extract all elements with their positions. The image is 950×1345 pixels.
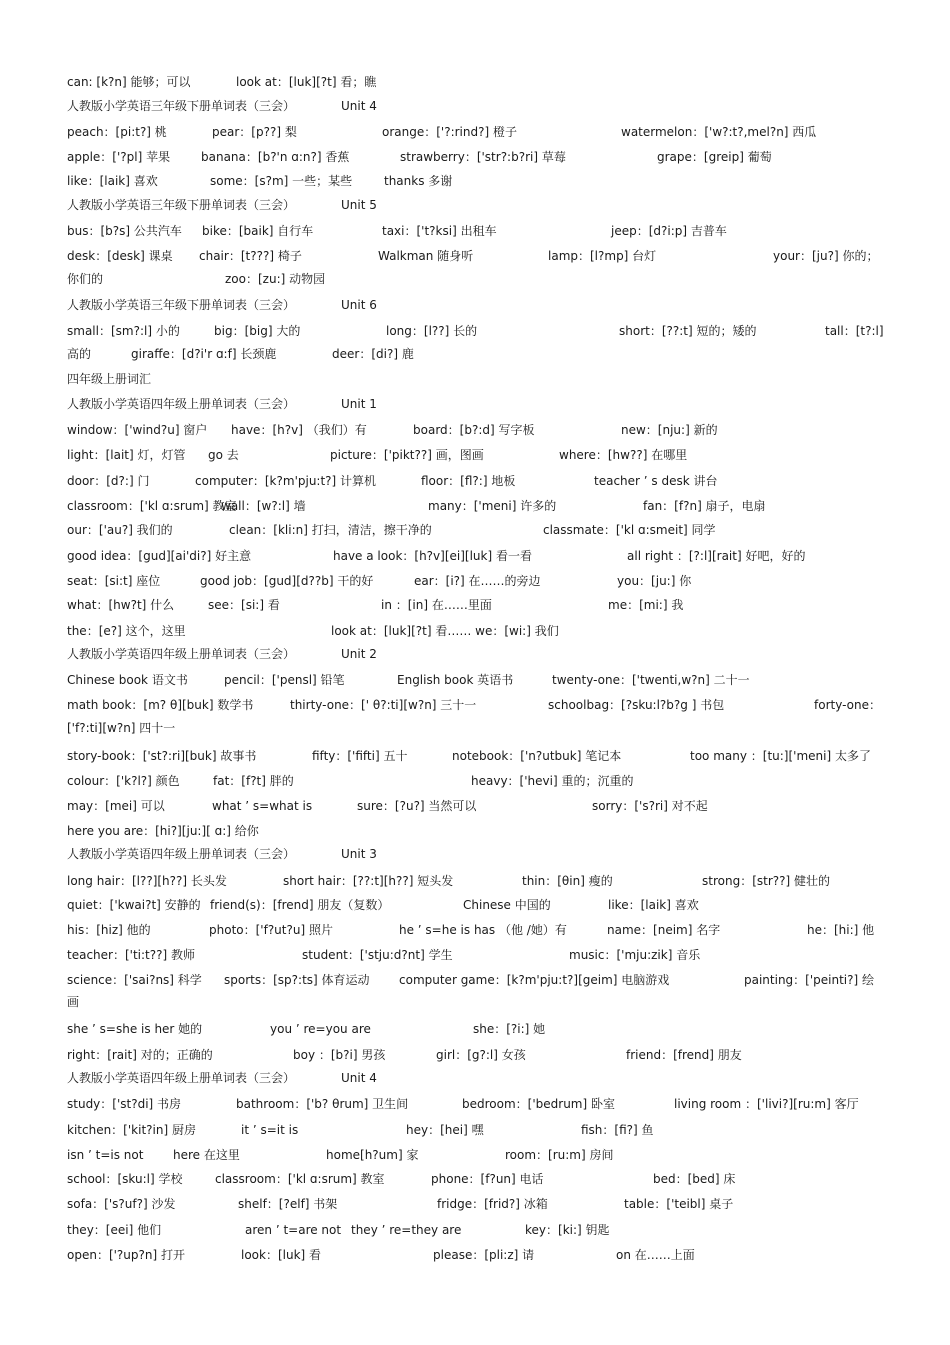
vocab-entry: room：[ru:m] 房间 [505,1148,614,1162]
vocab-line [67,870,887,892]
vocab-line [67,343,887,365]
vocab-entry: jeep：[d?i:p] 吉普车 [611,224,727,238]
vocab-entry: floor：[fl?:] 地板 [421,474,516,488]
vocab-entry: Unit 2 [341,647,377,661]
vocab-entry: Unit 1 [341,397,377,411]
vocab-entry: you ’ re=you are [270,1022,371,1036]
vocab-entry: small：[sm?:l] 小的 [67,324,180,338]
vocab-line [67,1093,887,1115]
vocab-entry: all right ：[?:l][rait] 好吧，好的 [627,549,806,563]
vocab-line [67,991,887,1013]
vocab-line [67,268,887,290]
vocab-entry: she ’ s=she is her 她的 [67,1022,203,1036]
vocab-entry: classroom：['kl ɑ:srum] 教室 [215,1172,385,1186]
vocab-entry: what ’ s=what is [212,799,313,813]
vocab-line [67,470,887,492]
vocab-entry: Chinese book 语文书 [67,673,188,687]
vocab-entry: look at：[luk][?t] 看；瞧 [236,75,377,89]
vocab-entry: thin：[θin] 瘦的 [522,874,613,888]
vocab-entry: window：['wind?u] 窗户 [67,423,208,437]
vocab-entry: like：[laik] 喜欢 [608,898,699,912]
vocab-entry: it ’ s=it is [241,1123,299,1137]
vocab-entry: good idea：[gud][ai'di?] 好主意 [67,549,252,563]
vocab-entry: clean：[kli:n] 打扫，清洁，擦干净的 [229,523,432,537]
vocab-entry: teacher：['ti:t??] 教师 [67,948,195,962]
vocab-line [67,620,887,642]
vocab-entry: 人教版小学英语四年级上册单词表（三会） [67,847,296,861]
vocab-line [67,894,887,916]
vocab-entry: new：[nju:] 新的 [621,423,718,437]
vocab-entry: where：[hw??] 在哪里 [559,448,688,462]
vocab-entry: strong：[str??] 健壮的 [702,874,830,888]
vocab-line [67,1018,887,1040]
vocab-entry: many：['meni] 许多的 [428,499,557,513]
vocab-line [67,1144,887,1166]
vocab-entry: fan：[f?n] 扇子，电扇 [643,499,766,513]
vocab-entry: story-book：['st?:ri][buk] 故事书 [67,749,257,763]
vocab-entry: like：[laik] 喜欢 [67,174,158,188]
vocab-entry: classroom：['kl ɑ:srum] 教室 [67,499,237,513]
vocab-line [67,495,887,517]
vocab-entry: he ’ s=he is has （他 /她）有 [399,923,567,937]
vocab-line [67,944,887,966]
vocab-entry: girl：[g?:l] 女孩 [436,1048,526,1062]
vocab-entry: door：[d?:] 门 [67,474,150,488]
vocab-entry: name：[neim] 名字 [607,923,721,937]
vocab-entry: wall：[w?:l] 墙 [221,499,306,513]
vocab-entry: study：['st?di] 书房 [67,1097,182,1111]
vocab-entry: classmate：['kl ɑ:smeit] 同学 [543,523,716,537]
vocab-entry: zoo：[zu:] 动物园 [225,272,326,286]
vocab-entry: notebook：['n?utbuk] 笔记本 [452,749,622,763]
vocab-line [67,121,887,143]
vocab-entry: have：[h?v] （我们）有 [231,423,367,437]
vocab-line [67,969,887,991]
vocab-entry: 人教版小学英语三年级下册单词表（三会） [67,99,296,113]
vocab-entry: what：[hw?t] 什么 [67,598,175,612]
vocab-entry: light：[lait] 灯，灯管 [67,448,186,462]
vocab-entry: bedroom：['bedrum] 卧室 [462,1097,615,1111]
vocab-entry: computer：[k?m'pju:t?] 计算机 [195,474,377,488]
vocab-entry: fifty：['fifti] 五十 [312,749,408,763]
vocab-line [67,146,887,168]
vocab-line [67,393,887,415]
vocab-entry: ear：[i?] 在……的旁边 [414,574,541,588]
vocab-entry: good job：[gud][d??b] 干的好 [200,574,374,588]
vocab-line [67,320,887,342]
vocab-entry: pencil：['pensl] 铅笔 [224,673,345,687]
vocab-line [67,1119,887,1141]
vocab-line [67,1067,887,1089]
vocab-entry: student：['stju:d?nt] 学生 [302,948,453,962]
vocab-entry: go 去 [208,448,239,462]
vocab-entry: grape：[greip] 葡萄 [657,150,772,164]
vocab-entry: orange：['?:rind?] 橙子 [382,125,517,139]
vocab-entry: picture：['pikt??] 画，图画 [330,448,484,462]
vocab-entry: 人教版小学英语三年级下册单词表（三会） [67,298,296,312]
vocab-entry: English book 英语书 [397,673,514,687]
vocab-entry: schoolbag：[?sku:l?b?g ] 书包 [548,698,725,712]
vocab-entry: big：[big] 大的 [214,324,301,338]
vocab-entry: strawberry：['str?:b?ri] 草莓 [400,150,566,164]
vocab-line [67,444,887,466]
vocab-entry: apple：['?pl] 苹果 [67,150,171,164]
vocab-entry: on 在……上面 [616,1248,695,1262]
vocab-entry: giraffe：[d?i'r ɑ:f] 长颈鹿 [131,347,277,361]
vocab-entry: chair：[t???] 椅子 [199,249,302,263]
vocab-entry: can: [k?n] 能够；可以 [67,75,191,89]
vocab-entry: friend：[frend] 朋友 [626,1048,742,1062]
vocab-line [67,545,887,567]
vocab-entry: some：[s?m] 一些；某些 [210,174,353,188]
vocab-entry: Unit 5 [341,198,377,212]
vocab-entry: 人教版小学英语四年级上册单词表（三会） [67,647,296,661]
vocab-entry: boy ：[b?i] 男孩 [293,1048,386,1062]
vocab-entry: short：[??:t] 短的；矮的 [619,324,757,338]
vocab-line [67,71,887,93]
vocab-line [67,170,887,192]
vocab-entry: banana：[b?'n ɑ:n?] 香蕉 [201,150,350,164]
vocab-entry: 人教版小学英语四年级上册单词表（三会） [67,397,296,411]
vocab-entry: ['f?:ti][w?n] 四十一 [67,721,176,735]
vocab-line [67,419,887,441]
vocab-line [67,368,887,390]
vocab-entry: pear：[p??] 梨 [212,125,297,139]
vocab-entry: may：[mei] 可以 [67,799,165,813]
vocab-entry: school：[sku:l] 学校 [67,1172,183,1186]
vocab-line [67,1193,887,1215]
vocab-line [67,694,887,716]
vocab-entry: me：[mi:] 我 [608,598,684,612]
vocab-line [67,570,887,592]
vocab-entry: 人教版小学英语四年级上册单词表（三会） [67,1071,296,1085]
vocab-entry: 人教版小学英语三年级下册单词表（三会） [67,198,296,212]
vocab-entry: key：[ki:] 钥匙 [525,1223,610,1237]
vocab-line [67,294,887,316]
vocab-entry: aren ’ t=are not [245,1223,342,1237]
vocab-entry: 画 [67,995,80,1009]
vocab-entry: have a look：[h?v][ei][luk] 看一看 [333,549,532,563]
vocab-line [67,669,887,691]
vocab-entry: his：[hiz] 他的 [67,923,151,937]
vocab-entry: shelf：[?elf] 书架 [238,1197,338,1211]
vocab-entry: open：['?up?n] 打开 [67,1248,185,1262]
vocab-entry: phone：[f?un] 电话 [431,1172,544,1186]
vocab-entry: taxi：['t?ksi] 出租车 [382,224,497,238]
vocab-entry: short hair：[??:t][h??] 短头发 [283,874,454,888]
vocab-line [67,1168,887,1190]
vocab-entry: isn ’ t=is not [67,1148,144,1162]
vocab-entry: 四年级上册词汇 [67,372,152,386]
vocab-entry: see：[si:] 看 [208,598,280,612]
vocab-entry: look：[luk] 看 [241,1248,322,1262]
vocab-line [67,717,887,739]
vocab-entry: hey：[hei] 嘿 [406,1123,484,1137]
vocab-entry: she：[?i:] 她 [473,1022,546,1036]
vocab-line [67,770,887,792]
vocab-entry: fish：[fi?] 鱼 [581,1123,654,1137]
vocab-entry: board：[b?:d] 写字板 [413,423,535,437]
vocab-entry: sure：[?u?] 当然可以 [357,799,477,813]
vocab-entry: music：['mju:zik] 音乐 [569,948,701,962]
vocab-entry: here 在这里 [173,1148,240,1162]
vocab-entry: Unit 3 [341,847,377,861]
vocab-entry: home[h?um] 家 [326,1148,419,1162]
vocab-entry: quiet：['kwai?t] 安静的 [67,898,201,912]
vocab-line [67,519,887,541]
vocab-line [67,820,887,842]
vocab-entry: sorry：['s?ri] 对不起 [592,799,708,813]
vocab-entry: sofa：['s?uf?] 沙发 [67,1197,176,1211]
vocab-line [67,594,887,616]
vocab-entry: here you are：[hi?][ju:][ ɑ:] 给你 [67,824,259,838]
vocab-line [67,795,887,817]
vocab-line [67,220,887,242]
vocab-line [67,1044,887,1066]
vocab-entry: the：[e?] 这个，这里 [67,624,186,638]
vocab-entry: bike：[baik] 自行车 [202,224,314,238]
vocab-line [67,745,887,767]
vocab-entry: lamp：[l?mp] 台灯 [548,249,657,263]
vocab-entry: teacher ’ s desk 讲台 [594,474,718,488]
vocab-line [67,843,887,865]
vocab-entry: watermelon：['w?:t?,mel?n] 西瓜 [621,125,817,139]
vocab-entry: he：[hi:] 他 [807,923,875,937]
vocab-entry: right：[rait] 对的；正确的 [67,1048,213,1062]
vocab-entry: math book：[m? θ][buk] 数学书 [67,698,254,712]
vocab-line [67,194,887,216]
vocab-entry: computer game：[k?m'pju:t?][geim] 电脑游戏 [399,973,670,987]
vocab-entry: science：['sai?ns] 科学 [67,973,202,987]
vocab-entry: 高的 [67,347,92,361]
vocab-entry: heavy：['hevi] 重的；沉重的 [471,774,634,788]
vocab-line [67,1219,887,1241]
vocab-entry: living room ：['livi?][ru:m] 客厅 [674,1097,859,1111]
vocab-entry: they：[eei] 他们 [67,1223,162,1237]
vocab-entry: Unit 4 [341,1071,377,1085]
vocab-entry: look at：[luk][?t] 看…… we：[wi:] 我们 [331,624,559,638]
vocab-entry: painting：['peinti?] 绘 [744,973,874,987]
vocab-entry: colour：['k?l?] 颜色 [67,774,180,788]
vocab-entry: twenty-one：['twenti,w?n] 二十一 [552,673,750,687]
vocab-entry: friend(s)：[frend] 朋友（复数） [210,898,390,912]
vocab-entry: desk：[desk] 课桌 [67,249,173,263]
vocab-entry: Unit 6 [341,298,377,312]
vocab-entry: please：[pli:z] 请 [433,1248,535,1262]
vocab-entry: fridge：[frid?] 冰箱 [437,1197,548,1211]
vocab-entry: kitchen：['kit?in] 厨房 [67,1123,196,1137]
vocab-entry: 你们的 [67,272,104,286]
vocab-line [67,95,887,117]
vocab-line [67,245,887,267]
vocab-entry: seat：[si:t] 座位 [67,574,161,588]
vocab-entry: photo：['f?ut?u] 照片 [209,923,333,937]
vocab-entry: in ：[in] 在……里面 [381,598,492,612]
vocab-entry: Chinese 中国的 [463,898,551,912]
vocab-entry: thirty-one：[' θ?:ti][w?n] 三十一 [290,698,477,712]
vocab-entry: you：[ju:] 你 [617,574,692,588]
vocab-entry: bathroom：['b? θrum] 卫生间 [236,1097,409,1111]
vocab-entry: forty-one： [814,698,881,712]
vocab-entry: deer：[di?] 鹿 [332,347,414,361]
vocab-entry: fat：[f?t] 胖的 [213,774,294,788]
vocab-entry: Unit 4 [341,99,377,113]
vocab-entry: Walkman 随身听 [378,249,474,263]
vocab-entry: our：['au?] 我们的 [67,523,173,537]
vocab-entry: too many ：[tu:]['meni] 太多了 [690,749,871,763]
vocab-entry: bus：[b?s] 公共汽车 [67,224,182,238]
vocab-entry: sports：[sp?:ts] 体育运动 [224,973,370,987]
vocab-entry: thanks 多谢 [384,174,453,188]
vocab-entry: they ’ re=they are [351,1223,462,1237]
vocab-entry: long hair：[l??][h??] 长头发 [67,874,227,888]
vocab-entry: peach：[pi:t?] 桃 [67,125,167,139]
vocab-entry: tall：[t?:l] [825,324,884,338]
vocab-line [67,1244,887,1266]
vocab-line [67,643,887,665]
vocab-line [67,919,887,941]
vocab-entry: table：['teibl] 桌子 [624,1197,734,1211]
vocab-entry: your：[ju?] 你的； [773,249,879,263]
vocab-entry: long：[l??] 长的 [386,324,478,338]
vocab-entry: bed：[bed] 床 [653,1172,736,1186]
